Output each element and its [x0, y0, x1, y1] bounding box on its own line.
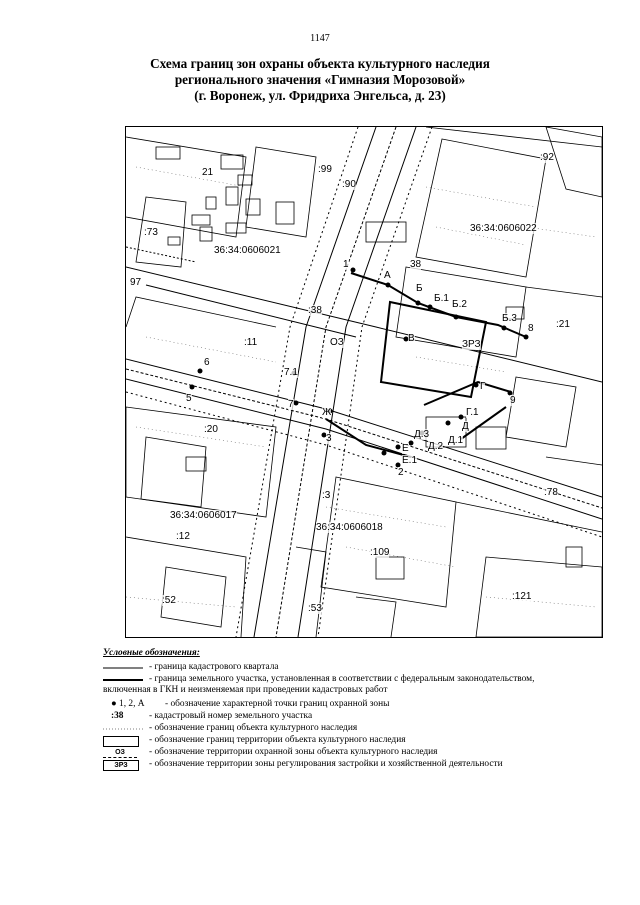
point-label: Е [402, 443, 409, 454]
quarter-number-label: 36:34:0606018 [316, 522, 383, 533]
quarter-number-label: 36:34:0606022 [470, 223, 537, 234]
parcel-label: :3 [322, 490, 331, 501]
legend-item [103, 759, 613, 771]
legend [103, 648, 613, 771]
point-label: 9 [510, 395, 516, 406]
point-label: 2 [398, 467, 404, 478]
point-label: 1 [343, 259, 349, 270]
point-label: 7 [288, 399, 294, 410]
quarter-boundary-symbol [103, 662, 145, 674]
point-label: Б.3 [502, 313, 517, 324]
point-label: Г.1 [466, 407, 479, 418]
title-line-1: Схема границ зон охраны объекта культурного наследия [150, 56, 490, 71]
legend-text-continued: включенная в ГКН и неизменяемая при проведении кадастровых работ [103, 685, 388, 695]
point-label: Б.1 [434, 293, 449, 304]
parcel-label: :90 [342, 179, 356, 190]
legend-item [103, 662, 613, 674]
legend-item [103, 735, 613, 747]
street-main [236, 127, 432, 637]
regulation-zone-symbol: ЗРЗ [103, 760, 139, 771]
map-drawing [126, 127, 602, 637]
point-label: Г [480, 381, 486, 392]
legend-item [103, 723, 613, 735]
regulation-zone-label: ЗРЗ [462, 339, 481, 350]
legend-heading: Условные обозначения: [103, 648, 200, 658]
point-label: В [408, 333, 415, 344]
legend-text: - граница земельного участка, установленная в соответствии с федеральным законодательством, [149, 673, 535, 684]
cadastral-number-symbol: :38 [111, 710, 124, 721]
parcel-label: :92 [540, 152, 554, 163]
legend-text: - обозначение границ территории объекта культурного наследия [149, 734, 406, 745]
legend-text: - обозначение территории зоны регулирования застройки и хозяйственной деятельности [149, 758, 503, 769]
point-label: 5 [186, 393, 192, 404]
point-label: Д [462, 421, 469, 432]
legend-item [103, 747, 613, 759]
legend-item [103, 674, 613, 699]
parcel-label: :53 [308, 603, 322, 614]
parcel-label: :12 [176, 531, 190, 542]
parcel-label: :99 [318, 164, 332, 175]
protection-zone-label: ОЗ [330, 337, 344, 348]
parcel-label: :121 [512, 591, 532, 602]
parcel-label: :20 [204, 424, 218, 435]
point-label: 3 [326, 433, 332, 444]
legend-item [103, 711, 613, 723]
title-line-2: регионального значения «Гимназия Морозовой» [174, 72, 466, 87]
parcel-label: 38 [410, 259, 422, 270]
parcel-label: 21 [202, 167, 214, 178]
parcel-label: :78 [544, 487, 558, 498]
point-label: Б.2 [452, 299, 467, 310]
point-label: Д.3 [414, 429, 430, 440]
point-label: 6 [204, 357, 210, 368]
parcel-label: :73 [144, 227, 158, 238]
point-label: Ж [322, 407, 332, 418]
point-label: Д.1 [448, 435, 464, 446]
legend-text: - обозначение характерной точки границ охранной зоны [165, 698, 390, 709]
cadastral-map [125, 126, 603, 638]
point-label: Б [416, 283, 423, 294]
legend-text: - кадастровый номер земельного участка [149, 710, 313, 721]
legend-text: - обозначение территории охранной зоны объекта культурного наследия [149, 746, 438, 757]
quarter-number-label: 36:34:0606017 [170, 510, 237, 521]
boundary-point-symbol: ● 1, 2, А [111, 698, 145, 709]
legend-text: - обозначение границ объекта культурного наследия [149, 722, 358, 733]
heritage-territory-symbol [103, 736, 139, 747]
legend-item [103, 699, 613, 711]
parcel-label: 97 [130, 277, 142, 288]
parcel-boundary-symbol [103, 674, 145, 686]
parcel-label: :21 [556, 319, 570, 330]
page-title [80, 56, 560, 104]
point-label: 8 [528, 323, 534, 334]
heritage-boundary-symbol [103, 723, 145, 735]
protection-zone-symbol: ОЗ [103, 748, 137, 758]
legend-text: - граница кадастрового квартала [149, 661, 279, 672]
parcel-label: :11 [244, 337, 258, 348]
point-label: Д.2 [428, 441, 444, 452]
parcel-label: :38 [308, 305, 322, 316]
parcel-label: :109 [370, 547, 390, 558]
quarter-number-label: 36:34:0606021 [214, 245, 281, 256]
title-line-3: (г. Воронеж, ул. Фридриха Энгельса, д. 23) [194, 88, 446, 103]
page-number: 1147 [310, 33, 330, 44]
point-label: 7.1 [284, 367, 298, 378]
point-label: Е.1 [402, 455, 418, 466]
parcel-label: :52 [162, 595, 176, 606]
point-label: А [384, 270, 391, 281]
